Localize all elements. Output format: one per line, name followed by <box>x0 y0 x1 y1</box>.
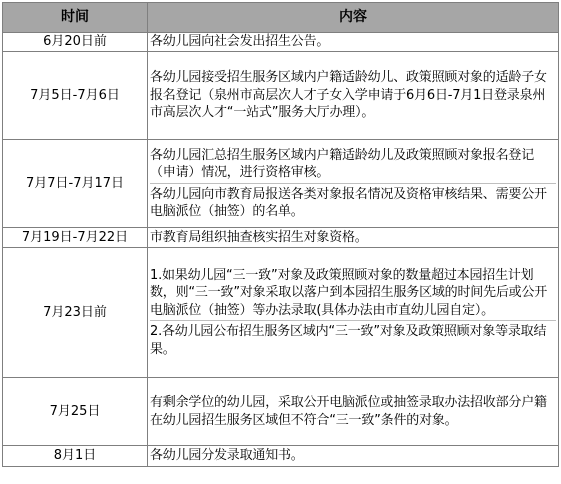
time-cell: 6月20日前 <box>3 33 148 52</box>
content-cell <box>148 248 559 378</box>
time-cell: 7月25日 <box>3 378 148 446</box>
time-cell: 7月7日-7月17日 <box>3 140 148 228</box>
content-text: 各幼儿园接受招生服务区域内户籍适龄幼儿、政策照顾对象的适龄子女报名登记（泉州市高层次人才子女入学申请于6月6日-7月1日登录泉州市高层次人才“一站式”服务大厅办理）。 <box>150 70 547 121</box>
table-row <box>3 446 559 467</box>
content-text: 1.如果幼儿园“三一致”对象及政策照顾对象的数量超过本园招生计划数，则“三一致”对象采取以落户到本园招生服务区域的时间先后或公开电脑派位（抽签）等办法录取(具体办法由市直幼儿园自定）。 <box>150 267 548 318</box>
content-cell <box>148 446 559 467</box>
schedule-table <box>2 2 559 467</box>
time-cell: 7月5日-7月6日 <box>3 52 148 140</box>
content-cell <box>148 52 559 140</box>
content-text: 各幼儿园向市教育局报送各类对象报名情况及资格审核结果、需要公开电脑派位（抽签）的名单。 <box>150 183 556 221</box>
content-text: 各幼儿园分发录取通知书。 <box>150 448 304 464</box>
time-cell: 8月1日 <box>3 446 148 467</box>
content-cell <box>148 228 559 248</box>
table-row <box>3 140 559 228</box>
table-row <box>3 33 559 52</box>
header-time: 时间 <box>3 3 148 33</box>
header-row <box>3 3 559 33</box>
content-text: 各幼儿园向社会发出招生公告。 <box>150 34 330 50</box>
content-cell <box>148 378 559 446</box>
table-row <box>3 228 559 248</box>
table-row <box>3 248 559 378</box>
content-cell <box>148 33 559 52</box>
table-row <box>3 378 559 446</box>
content-text: 市教育局组织抽查核实招生对象资格。 <box>150 229 368 245</box>
content-cell <box>148 140 559 228</box>
header-content: 内容 <box>148 3 559 33</box>
table-row <box>3 52 559 140</box>
content-text: 2.各幼儿园公布招生服务区域内“三一致”对象及政策照顾对象等录取结果。 <box>150 320 556 358</box>
content-text: 各幼儿园汇总招生服务区域内户籍适龄幼儿及政策照顾对象报名登记（申请）情况，进行资格审核。 <box>150 147 535 180</box>
time-cell: 7月23日前 <box>3 248 148 378</box>
time-cell: 7月19日-7月22日 <box>3 228 148 248</box>
content-text: 有剩余学位的幼儿园，采取公开电脑派位或抽签录取办法招收部分户籍在幼儿园招生服务区域但不符合“三一致”条件的对象。 <box>150 395 547 428</box>
